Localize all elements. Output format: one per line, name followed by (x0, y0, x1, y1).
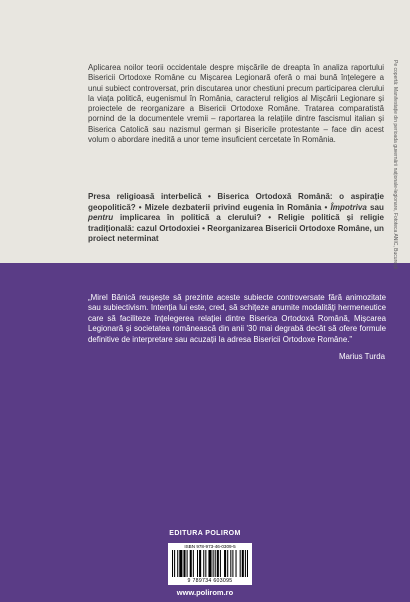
topic-4-rest: implicarea în politică a clerului? (113, 213, 262, 223)
quote-author: Marius Turda (338, 352, 385, 361)
topic-6: Reorganizarea Bisericii Ortodoxe Române, un proiect neterminat (88, 223, 384, 244)
barcode-bar (205, 550, 206, 577)
topic-3: Mizele dezbaterii privind eugenia în România (144, 202, 322, 212)
cover-credit-text: Pe copertă: Manifestație din perioada guvernării naționale-legionare, Fototeca ANIC, București (392, 60, 398, 270)
barcode-bar (193, 550, 194, 577)
contents-list (88, 192, 384, 245)
barcode-bar (177, 550, 178, 577)
barcode-bar (232, 550, 233, 577)
barcode-bar (203, 550, 204, 577)
barcode (172, 550, 248, 577)
barcode-bar (187, 550, 188, 577)
topic-4-against: Împotriva (330, 202, 367, 212)
barcode-bar (240, 550, 241, 577)
separator: • (261, 213, 278, 223)
barcode-bar (183, 550, 185, 577)
barcode-bar (236, 550, 237, 577)
separator: • (135, 202, 145, 212)
barcode-bar (190, 550, 192, 577)
separator: • (201, 192, 218, 201)
barcode-bar (197, 550, 198, 577)
barcode-bar (172, 550, 173, 577)
barcode-box (168, 543, 252, 585)
barcode-bar (208, 550, 211, 577)
barcode-bar (220, 550, 221, 577)
barcode-bar (230, 550, 231, 577)
topic-4-or: sau (366, 202, 384, 212)
barcode-bar (224, 550, 226, 577)
barcode-bar (242, 550, 244, 577)
barcode-bar (213, 550, 214, 577)
barcode-number: 9 789734 603095 (187, 578, 233, 584)
topic-5: Religie politică și religie tradițională: cazul Ortodoxiei (88, 213, 384, 233)
separator: • (199, 223, 208, 233)
barcode-bar (247, 550, 248, 577)
intro-paragraph: Aplicarea noilor teorii occidentale despre mișcările de dreapta în analiza raportului Bisericii Ortodoxe Române cu Mișcarea Legionară oferă o mai bună înțelegere a unui subiect controversat, prin discutarea unor chestiuni precum participarea clerului la viața politică, eugenismul în România, caracterul religios al Mișcării Legionare și proiectele de reorganizare a Bisericii Ortodoxe Române. Tratarea comparatistă pornind de la documentele vremii – raportarea la relațiile dintre fascismul italian și Biserica Catolică sau nazismul german și Bisericile protestante – face din acest volum o abordare inedită a unor teme insuficient cercetate în România. (88, 63, 384, 145)
barcode-bar (215, 550, 216, 577)
topic-4-for: pentru (88, 213, 114, 223)
topic-2: Biserica Ortodoxă Română: o aspirație geopolitică? (88, 192, 384, 212)
cover-credit (392, 60, 403, 270)
topic-1: Presa religioasă interbelică (88, 192, 202, 201)
separator: • (321, 202, 331, 212)
barcode-bar (174, 550, 175, 577)
review-quote: „Mirel Bănică reușește să prezinte aceste subiecte controversate fără animozitate sau subiectivism. Intenția lui este, cred, să schițeze anumite modalități hermeneutice care să faciliteze înțelegerea relației dintre Biserica Ortodoxă Română, Mișcarea Legionară și societatea românească din anii '30 mai degrabă decât să ofere formule definitive de interpretare sau acuzații la adresa Bisericii Ortodoxe Române.” (88, 293, 386, 344)
barcode-bar (199, 550, 201, 577)
isbn-label: ISBN 978-973-46-0309-5 (184, 544, 236, 549)
publisher-name: EDITURA POLIROM (169, 530, 241, 537)
barcode-bar (179, 550, 182, 577)
website-url: www.polirom.ro (176, 588, 234, 597)
barcode-bar (245, 550, 246, 577)
barcode-bar (217, 550, 219, 577)
barcode-bar (227, 550, 228, 577)
